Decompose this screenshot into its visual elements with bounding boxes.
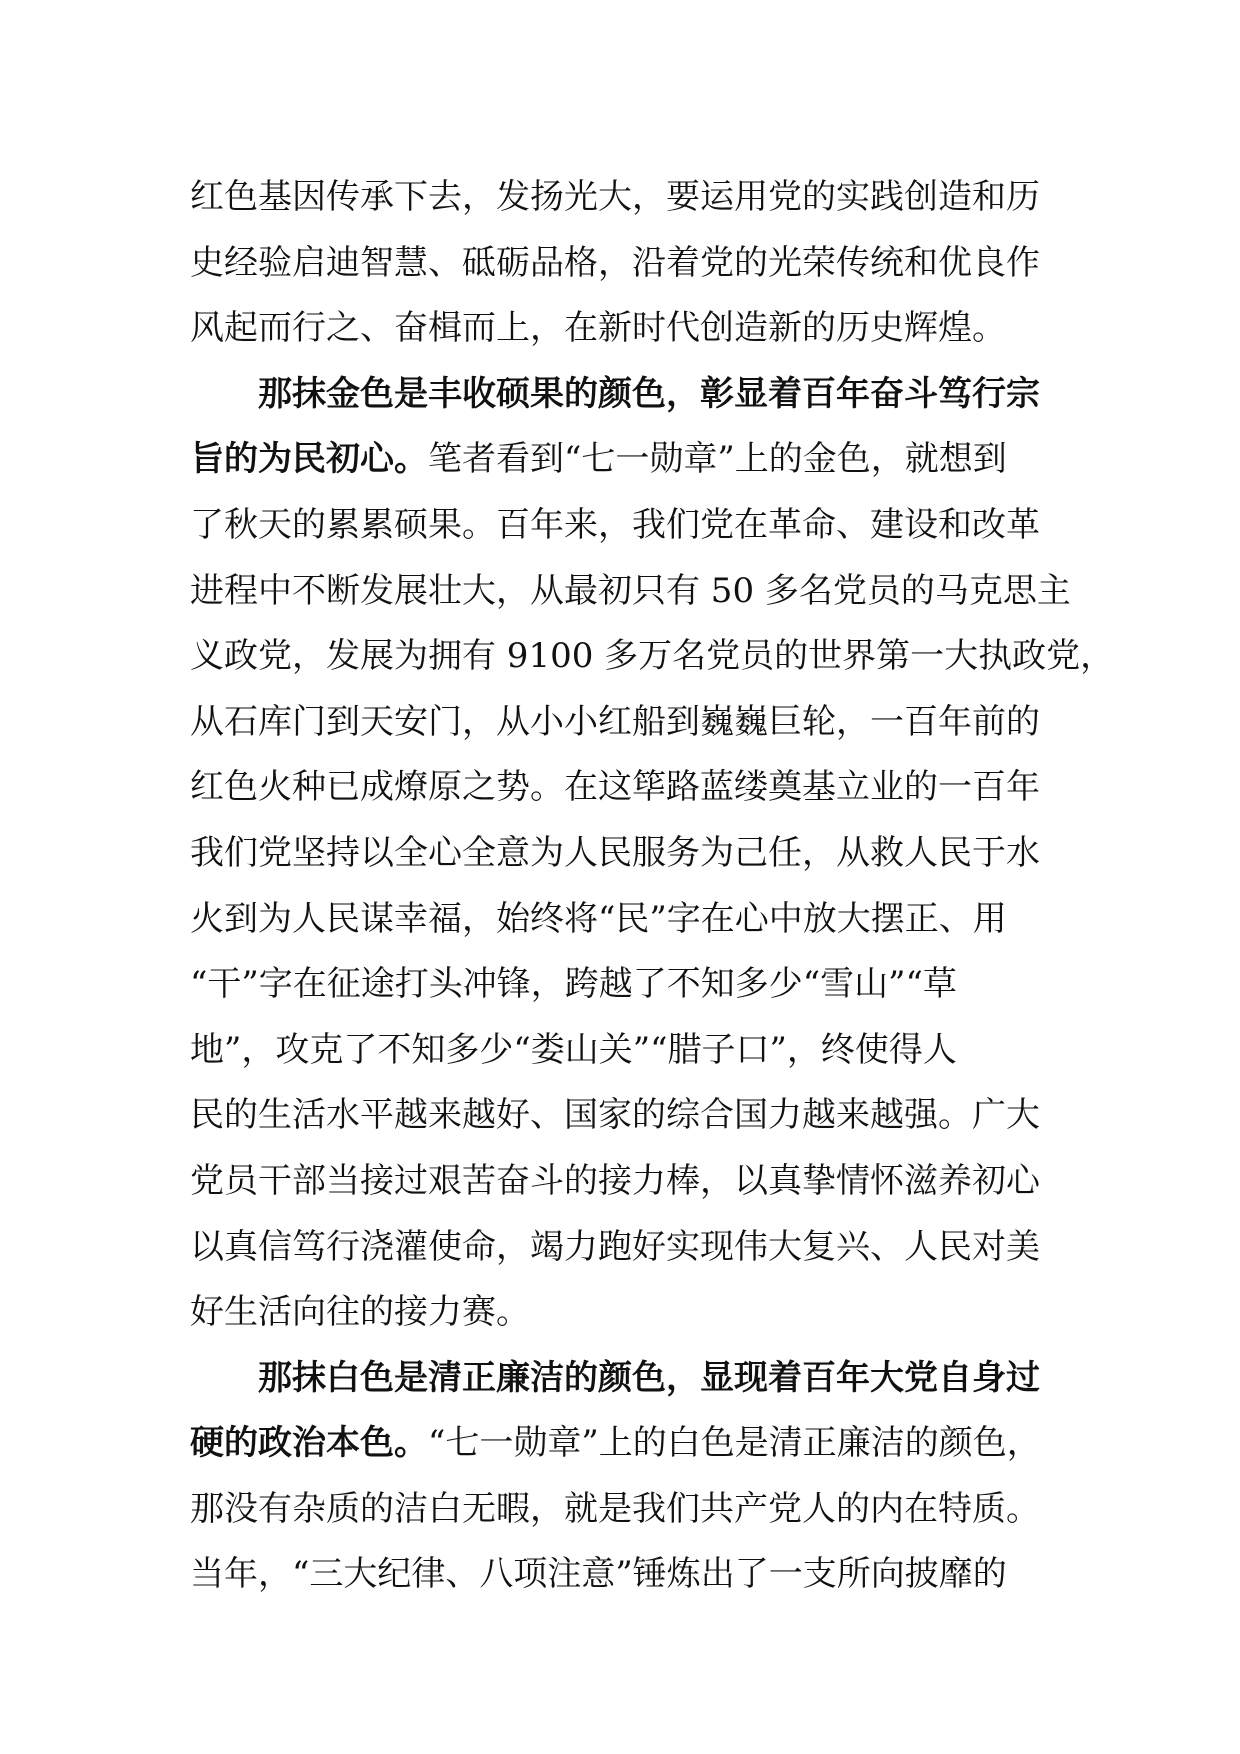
paragraph-line [190, 296, 1070, 362]
paragraph-heading-line [190, 1346, 1070, 1412]
paragraph-line [190, 427, 1070, 493]
line-text: 红色基因传承下去，发扬光大，要运用党的实践创造和历 [190, 177, 1040, 217]
paragraph-line [190, 755, 1070, 821]
line-text: 地”，攻克了不知多少“娄山关”“腊子口”，终使得人 [190, 1029, 957, 1070]
line-text: 好生活向往的接力赛。 [190, 1292, 530, 1333]
paragraph-line [190, 952, 1070, 1018]
paragraph-lead-text: 那抹金色是丰收硕果的颜色，彰显着百年奋斗笃行宗 [258, 373, 1040, 414]
paragraph-line [190, 165, 1070, 231]
paragraph-line [190, 1149, 1070, 1215]
line-text: 火到为人民谋幸福，始终将“民”字在心中放大摆正、用 [190, 898, 1007, 939]
paragraph-line [190, 821, 1070, 887]
line-text: 民的生活水平越来越好、国家的综合国力越来越强。广大 [190, 1095, 1040, 1136]
line-text: 以真信笃行浇灌使命，竭力跑好实现伟大复兴、人民对美 [190, 1226, 1040, 1267]
paragraph-heading-line [190, 362, 1070, 428]
paragraph-line [190, 1018, 1070, 1084]
line-text: 我们党坚持以全心全意为人民服务为己任，从救人民于水 [190, 832, 1040, 873]
line-text: 进程中不断发展壮大，从最初只有 50 多名党员的马克思主 [190, 570, 1071, 611]
paragraph-lead-text: 旨的为民初心。 [190, 439, 428, 480]
paragraph-line [190, 559, 1070, 625]
paragraph-line [190, 1215, 1070, 1281]
paragraph-line [190, 887, 1070, 953]
line-text: 笔者看到“七一勋章”上的金色，就想到 [428, 439, 1007, 480]
line-text: 了秋天的累累硕果。百年来，我们党在革命、建设和改革 [190, 504, 1040, 545]
paragraph-line [190, 1411, 1070, 1477]
line-text: 从石库门到天安门，从小小红船到巍巍巨轮，一百年前的 [190, 701, 1040, 742]
paragraph-lead-text: 那抹白色是清正廉洁的颜色，显现着百年大党自身过 [258, 1357, 1040, 1398]
paragraph-line [190, 624, 1115, 690]
line-text: 党员干部当接过艰苦奋斗的接力棒，以真挚情怀滋养初心 [190, 1160, 1040, 1201]
paragraph-line [190, 1083, 1070, 1149]
line-text: 当年，“三大纪律、八项注意”锤炼出了一支所向披靡的 [190, 1554, 1007, 1595]
line-text: 义政党，发展为拥有 9100 多万名党员的世界第一大执政党， [190, 636, 1115, 677]
paragraph-line [190, 493, 1070, 559]
paragraph-line [190, 690, 1070, 756]
line-text: “干”字在征途打头冲锋，跨越了不知多少“雪山”“草 [190, 964, 957, 1005]
line-text: “七一勋章”上的白色是清正廉洁的颜色， [428, 1423, 1041, 1464]
paragraph-lead-text: 硬的政治本色。 [190, 1423, 428, 1464]
line-text: 那没有杂质的洁白无暇，就是我们共产党人的内在特质。 [190, 1488, 1040, 1529]
document-body [190, 165, 1115, 1608]
line-text: 红色火种已成燎原之势。在这筚路蓝缕奠基立业的一百年 [190, 767, 1040, 808]
line-text: 风起而行之、奋楫而上，在新时代创造新的历史辉煌。 [190, 308, 1006, 349]
paragraph-line [190, 1280, 1070, 1346]
paragraph-line [190, 231, 1070, 297]
paragraph-line [190, 1542, 1070, 1608]
line-text: 史经验启迪智慧、砥砺品格，沿着党的光荣传统和优良作 [190, 242, 1040, 283]
paragraph-line [190, 1477, 1070, 1543]
